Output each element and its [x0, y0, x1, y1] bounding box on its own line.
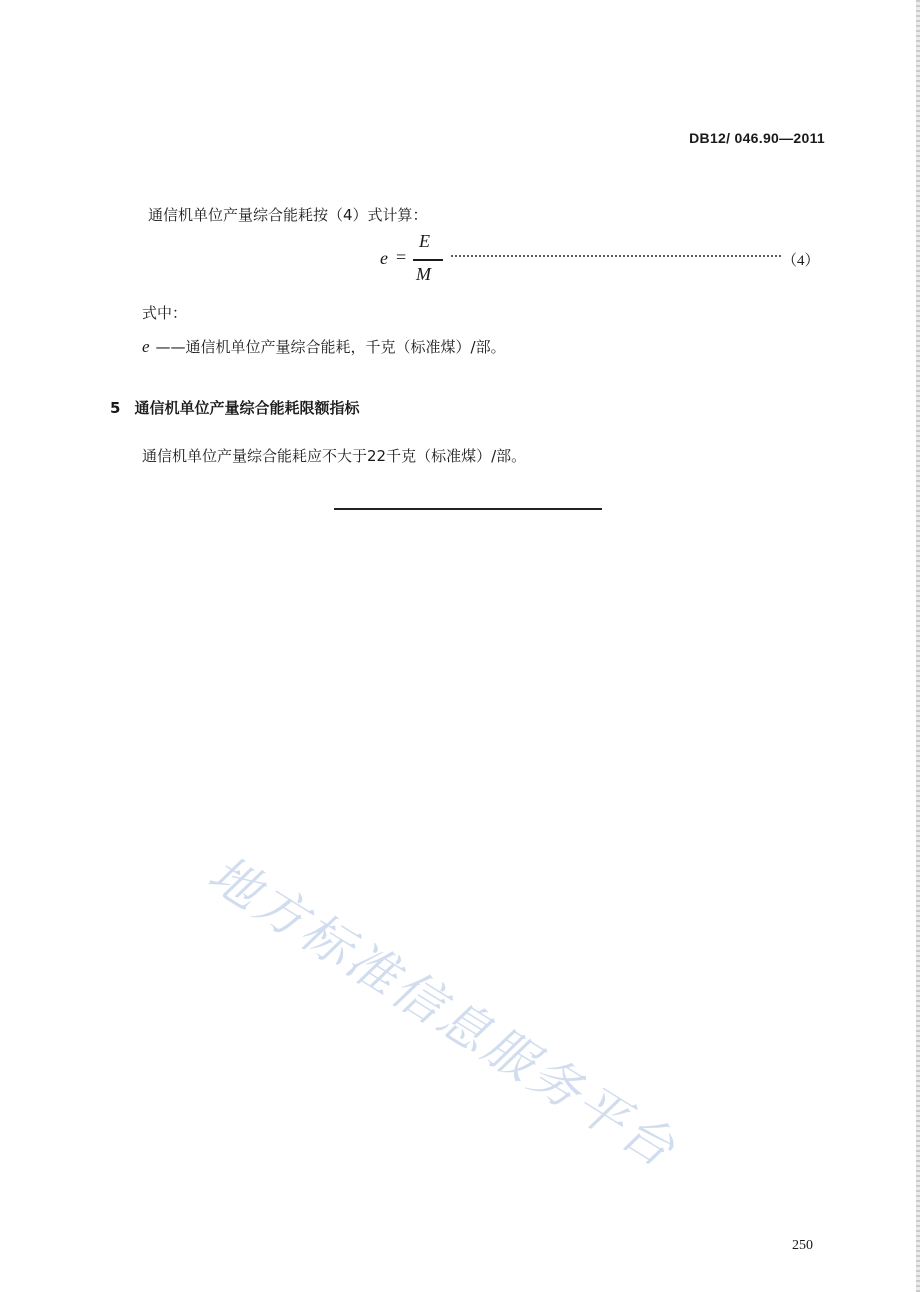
formula-denominator: M	[416, 264, 431, 284]
page-number: 250	[792, 1238, 813, 1253]
end-rule	[334, 508, 602, 510]
formula-numerator: E	[419, 231, 430, 251]
formula-4	[378, 231, 820, 286]
standard-code: DB12/ 046.90—2011	[689, 130, 825, 146]
fraction-bar	[413, 259, 443, 261]
scan-edge	[916, 0, 920, 1292]
where-label: 式中：	[142, 304, 188, 322]
formula-lhs: e	[380, 248, 388, 268]
formula-number: （4）	[782, 253, 820, 269]
section-title: 通信机单位产量综合能耗限额指标	[134, 399, 360, 417]
watermark: 地方标准信息服务平台	[198, 844, 688, 1180]
formula-equals: =	[396, 247, 407, 267]
variable-definition	[142, 336, 506, 357]
leader-dots	[450, 255, 782, 257]
section-number: 5	[110, 399, 121, 417]
formula-intro: 通信机单位产量综合能耗按（4）式计算：	[148, 206, 428, 224]
definition-text: ——通信机单位产量综合能耗，千克（标准煤）/部。	[155, 338, 506, 356]
definition-symbol: e	[142, 337, 150, 356]
section-heading	[110, 397, 359, 418]
limit-statement: 通信机单位产量综合能耗应不大于22千克（标准煤）/部。	[142, 447, 527, 465]
